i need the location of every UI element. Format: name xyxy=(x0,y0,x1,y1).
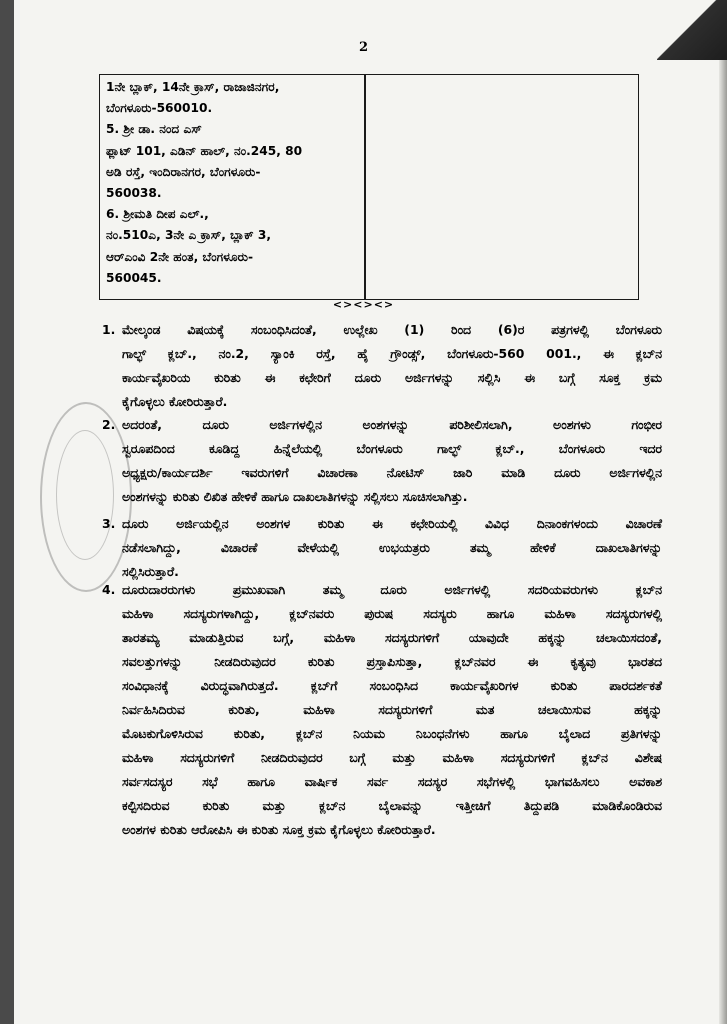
paragraph-number: 1. xyxy=(102,322,116,337)
paragraph-line: ಅದರಂತೆ, ದೂರು ಅರ್ಜಿಗಳಲ್ಲಿನ ಅಂಶಗಳನ್ನು ಪರಿಶೀಲಿಸಲಾಗಿ, ಅಂಶಗಳು ಗಂಭೀರ xyxy=(122,417,662,432)
address-line: 1ನೇ ಬ್ಲಾಕ್, 14ನೇ ಕ್ರಾಸ್, ರಾಜಾಜಿನಗರ, xyxy=(106,80,280,94)
paragraph-1 xyxy=(102,318,662,414)
address-line: 6. ಶ್ರೀಮತಿ ದೀಪ ಎಲ್., xyxy=(106,207,209,222)
paragraph-line: ಅಂಶಗಳ ಕುರಿತು ಆರೋಪಿಸಿ ಈ ಕುರಿತು ಸೂಕ್ತ ಕ್ರಮ ಕೈಗೊಳ್ಳಲು ಕೋರಿರುತ್ತಾರೆ. xyxy=(122,822,436,837)
paragraph-line: ನಡೆಸಲಾಗಿದ್ದು, ವಿಚಾರಣೆ ವೇಳೆಯಲ್ಲಿ ಉಭಯತ್ರರು ತಮ್ಮ ಹೇಳಿಕೆ ದಾಖಲಾತಿಗಳನ್ನು xyxy=(122,540,662,555)
paragraph-line: ನಿರ್ವಹಿಸಿದಿರುವ ಕುರಿತು, ಮಹಿಳಾ ಸದಸ್ಯರುಗಳಿಗೆ ಮತ ಚಲಾಯಿಸುವ ಹಕ್ಕನ್ನು xyxy=(122,702,662,717)
paragraph-line: ಮಹಿಳಾ ಸದಸ್ಯರುಗಳಾಗಿದ್ದು, ಕ್ಲಬ್‌ನವರು ಪುರುಷ ಸದಸ್ಯರು ಹಾಗೂ ಮಹಿಳಾ ಸದಸ್ಯರುಗಳಲ್ಲಿ xyxy=(122,606,662,621)
section-divider: <><><> xyxy=(332,298,395,311)
paragraph-line: ಮಹಿಳಾ ಸದಸ್ಯರುಗಳಿಗೆ ನೀಡದಿರುವುದರ ಬಗ್ಗೆ ಮತ್ತು ಮಹಿಳಾ ಸದಸ್ಯರುಗಳಿಗೆ ಕ್ಲಬ್‌ನ ವಿಶೇಷ xyxy=(122,750,662,765)
paragraph-line: ಸವಲತ್ತುಗಳನ್ನು ನೀಡದಿರುವುದರ ಕುರಿತು ಪ್ರಸ್ತಾಪಿಸುತ್ತಾ, ಕ್ಲಬ್‌ನವರ ಈ ಕೃತ್ಯವು ಭಾರತದ xyxy=(122,654,662,669)
address-table xyxy=(99,74,639,300)
address-cell xyxy=(106,77,360,289)
address-line: 5. ಶ್ರೀ ಡಾ. ನಂದ ಎಸ್ xyxy=(106,122,202,137)
paragraph-line: ಕೈಗೊಳ್ಳಲು ಕೋರಿರುತ್ತಾರೆ. xyxy=(122,394,228,409)
page-edge-shadow xyxy=(719,60,727,1024)
paragraph-line: ಕಲ್ಪಿಸದಿರುವ ಕುರಿತು ಮತ್ತು ಕ್ಲಬ್‌ನ ಬೈಲಾವನ್ನು ಇತ್ತೀಚಿಗೆ ತಿದ್ದುಪಡಿ ಮಾಡಿಕೊಂಡಿರುವ xyxy=(122,798,662,813)
address-line: 560045. xyxy=(106,270,162,285)
paragraph-line: ದೂರು ಅರ್ಜಿಯಲ್ಲಿನ ಅಂಶಗಳ ಕುರಿತು ಈ ಕಛೇರಿಯಲ್ಲಿ ವಿವಿಧ ದಿನಾಂಕಗಳಂದು ವಿಚಾರಣೆ xyxy=(122,516,662,531)
paragraph-line: ಕಾರ್ಯವೈಖರಿಯ ಕುರಿತು ಈ ಕಛೇರಿಗೆ ದೂರು ಅರ್ಜಿಗಳನ್ನು ಸಲ್ಲಿಸಿ ಈ ಬಗ್ಗೆ ಸೂಕ್ತ ಕ್ರಮ xyxy=(122,370,662,385)
paragraph-line: ತಾರತಮ್ಯ ಮಾಡುತ್ತಿರುವ ಬಗ್ಗೆ, ಮಹಿಳಾ ಸದಸ್ಯರುಗಳಿಗೆ ಯಾವುದೇ ಹಕ್ಕನ್ನು ಚಲಾಯಿಸದಂತೆ, xyxy=(122,630,662,645)
paragraph-line: ಸಲ್ಲಿಸಿರುತ್ತಾರೆ. xyxy=(122,564,179,579)
address-line: 560038. xyxy=(106,186,162,201)
paragraph-2 xyxy=(102,413,662,509)
paragraph-line: ಸರ್ವಸದಸ್ಯರ ಸಭೆ ಹಾಗೂ ವಾರ್ಷಿಕ ಸರ್ವ ಸದಸ್ಯರ ಸಭೆಗಳಲ್ಲಿ ಭಾಗವಹಿಸಲು ಅವಕಾಶ xyxy=(122,774,662,789)
paragraph-4 xyxy=(102,578,662,842)
page-number: 2 xyxy=(358,40,369,55)
paragraph-line: ಅಧ್ಯಕ್ಷರು/ಕಾರ್ಯದರ್ಶಿ ಇವರುಗಳಿಗೆ ವಿಚಾರಣಾ ನೋಟಿಸ್ ಜಾರಿ ಮಾಡಿ ದೂರು ಅರ್ಜಿಗಳಲ್ಲಿನ xyxy=(122,465,662,480)
paragraph-3 xyxy=(102,512,662,584)
address-line: ಆರ್‌ಎಂವಿ 2ನೇ ಹಂತ, ಬೆಂಗಳೂರು- xyxy=(106,249,254,264)
paragraph-line: ದೂರುದಾರರುಗಳು ಪ್ರಮುಖವಾಗಿ ತಮ್ಮ ದೂರು ಅರ್ಜಿಗಳಲ್ಲಿ ಸದರಿಯವರುಗಳು ಕ್ಲಬ್‌ನ xyxy=(122,582,662,597)
paragraph-line: ಮೇಲ್ಕಂಡ ವಿಷಯಕ್ಕೆ ಸಂಬಂಧಿಸಿದಂತೆ, ಉಲ್ಲೇಖ (1) ರಿಂದ (6)ರ ಪತ್ರಗಳಲ್ಲಿ ಬೆಂಗಳೂರು xyxy=(122,322,662,337)
address-line: ಫ್ಲಾಟ್ 101, ಎಡಿನ್ ಹಾಲ್, ನಂ.245, 80 xyxy=(106,143,303,158)
paragraph-line: ಸಂವಿಧಾನಕ್ಕೆ ವಿರುದ್ಧವಾಗಿರುತ್ತದೆ. ಕ್ಲಬ್‌ಗೆ ಸಂಬಂಧಿಸಿದ ಕಾರ್ಯವೈಖರಿಗಳ ಕುರಿತು ಪಾರದರ್ಶಕತೆ xyxy=(122,678,662,693)
paragraph-line: ಮೊಟಕುಗೊಳಿಸಿರುವ ಕುರಿತು, ಕ್ಲಬ್‌ನ ನಿಯಮ ನಿಬಂಧನೆಗಳು ಹಾಗೂ ಬೈಲಾದ ಪ್ರತಿಗಳನ್ನು xyxy=(122,726,662,741)
paragraph-number: 4. xyxy=(102,582,116,597)
paragraph-line: ಸ್ವರೂಪದಿಂದ ಕೂಡಿದ್ದ ಹಿನ್ನೆಲೆಯಲ್ಲಿ ಬೆಂಗಳೂರು ಗಾಲ್ಫ್ ಕ್ಲಬ್., ಬೆಂಗಳೂರು ಇದರ xyxy=(122,441,662,456)
paragraph-line: ಗಾಲ್ಫ್ ಕ್ಲಬ್., ನಂ.2, ಸ್ಯಾಂಕಿ ರಸ್ತೆ, ಹೈ ಗ್ರೌಂಡ್ಸ್, ಬೆಂಗಳೂರು-560 001., ಈ ಕ್ಲಬ್‌ನ xyxy=(122,346,662,361)
address-line: ಅಡಿ ರಸ್ತೆ, ಇಂದಿರಾನಗರ, ಬೆಂಗಳೂರು- xyxy=(106,164,261,179)
address-line: ನಂ.510ಎ, 3ನೇ ಎ ಕ್ರಾಸ್, ಬ್ಲಾಕ್ 3, xyxy=(106,228,271,243)
table-column-divider xyxy=(364,75,366,299)
address-line: ಬೆಂಗಳೂರು-560010. xyxy=(106,101,213,116)
paragraph-number: 2. xyxy=(102,417,116,432)
paragraph-number: 3. xyxy=(102,516,116,531)
paragraph-line: ಅಂಶಗಳನ್ನು ಕುರಿತು ಲಿಖಿತ ಹೇಳಿಕೆ ಹಾಗೂ ದಾಖಲಾತಿಗಳನ್ನು ಸಲ್ಲಿಸಲು ಸೂಚಿಸಲಾಗಿತ್ತು. xyxy=(122,489,468,504)
